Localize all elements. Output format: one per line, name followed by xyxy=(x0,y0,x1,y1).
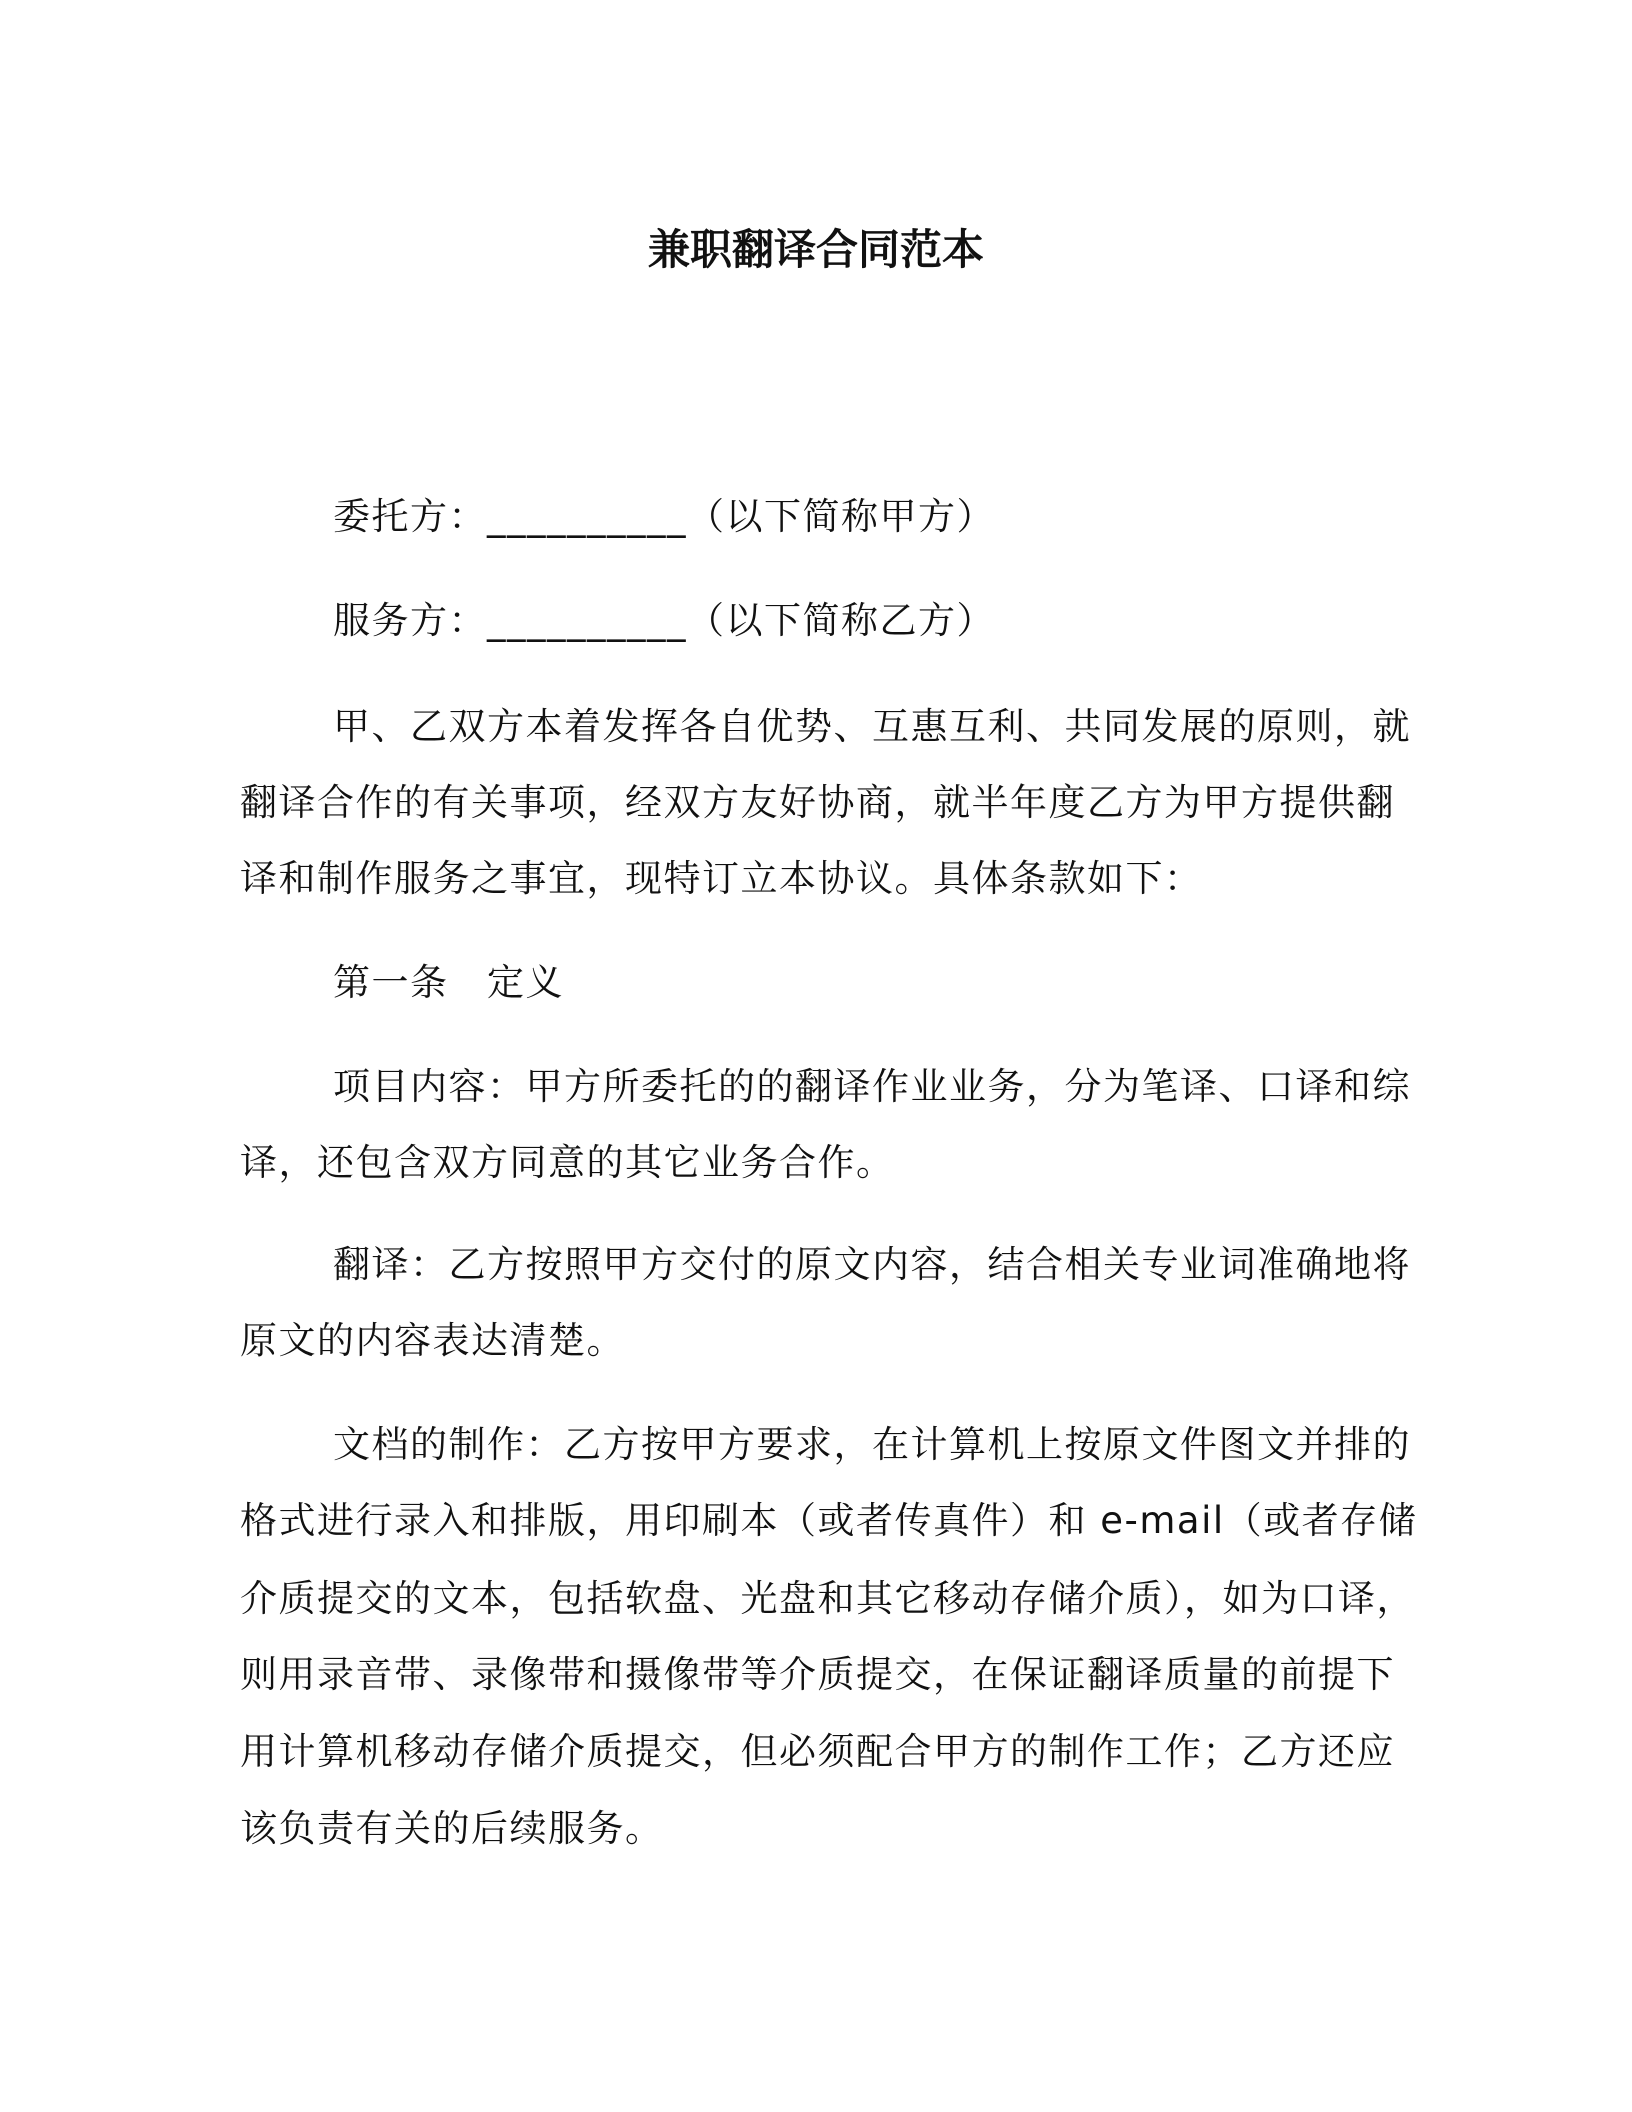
document-title: 兼职翻译合同范本 xyxy=(647,225,984,274)
provider-party-line: 服务方：__________（以下简称乙方） xyxy=(333,599,995,642)
preamble-line: 甲、乙双方本着发挥各自优势、互惠互利、共同发展的原则，就 xyxy=(333,705,1411,748)
translation-line: 原文的内容表达清楚。 xyxy=(240,1319,625,1362)
document-production-line: 介质提交的文本，包括软盘、光盘和其它移动存储介质），如为口译， xyxy=(240,1577,1415,1620)
document-production-line: 用计算机移动存储介质提交，但必须配合甲方的制作工作；乙方还应 xyxy=(240,1730,1395,1773)
document-production-line: 该负责有关的后续服务。 xyxy=(240,1807,664,1850)
translation-line: 翻译：乙方按照甲方交付的原文内容，结合相关专业词准确地将 xyxy=(333,1243,1411,1286)
document-production-line: 则用录音带、录像带和摄像带等介质提交，在保证翻译质量的前提下 xyxy=(240,1653,1395,1696)
preamble-line: 译和制作服务之事宜，现特订立本协议。具体条款如下： xyxy=(240,857,1203,900)
article-1-heading: 第一条 定义 xyxy=(333,961,564,1004)
document-production-line: 格式进行录入和排版，用印刷本（或者传真件）和 e-mail（或者存储 xyxy=(240,1499,1418,1542)
project-content-line: 项目内容：甲方所委托的的翻译作业业务，分为笔译、口译和综 xyxy=(333,1065,1411,1108)
client-party-line: 委托方：__________（以下简称甲方） xyxy=(333,495,995,538)
preamble-line: 翻译合作的有关事项，经双方友好协商，就半年度乙方为甲方提供翻 xyxy=(240,781,1395,824)
project-content-line: 译，还包含双方同意的其它业务合作。 xyxy=(240,1141,895,1184)
document-production-line: 文档的制作：乙方按甲方要求，在计算机上按原文件图文并排的 xyxy=(333,1423,1411,1466)
